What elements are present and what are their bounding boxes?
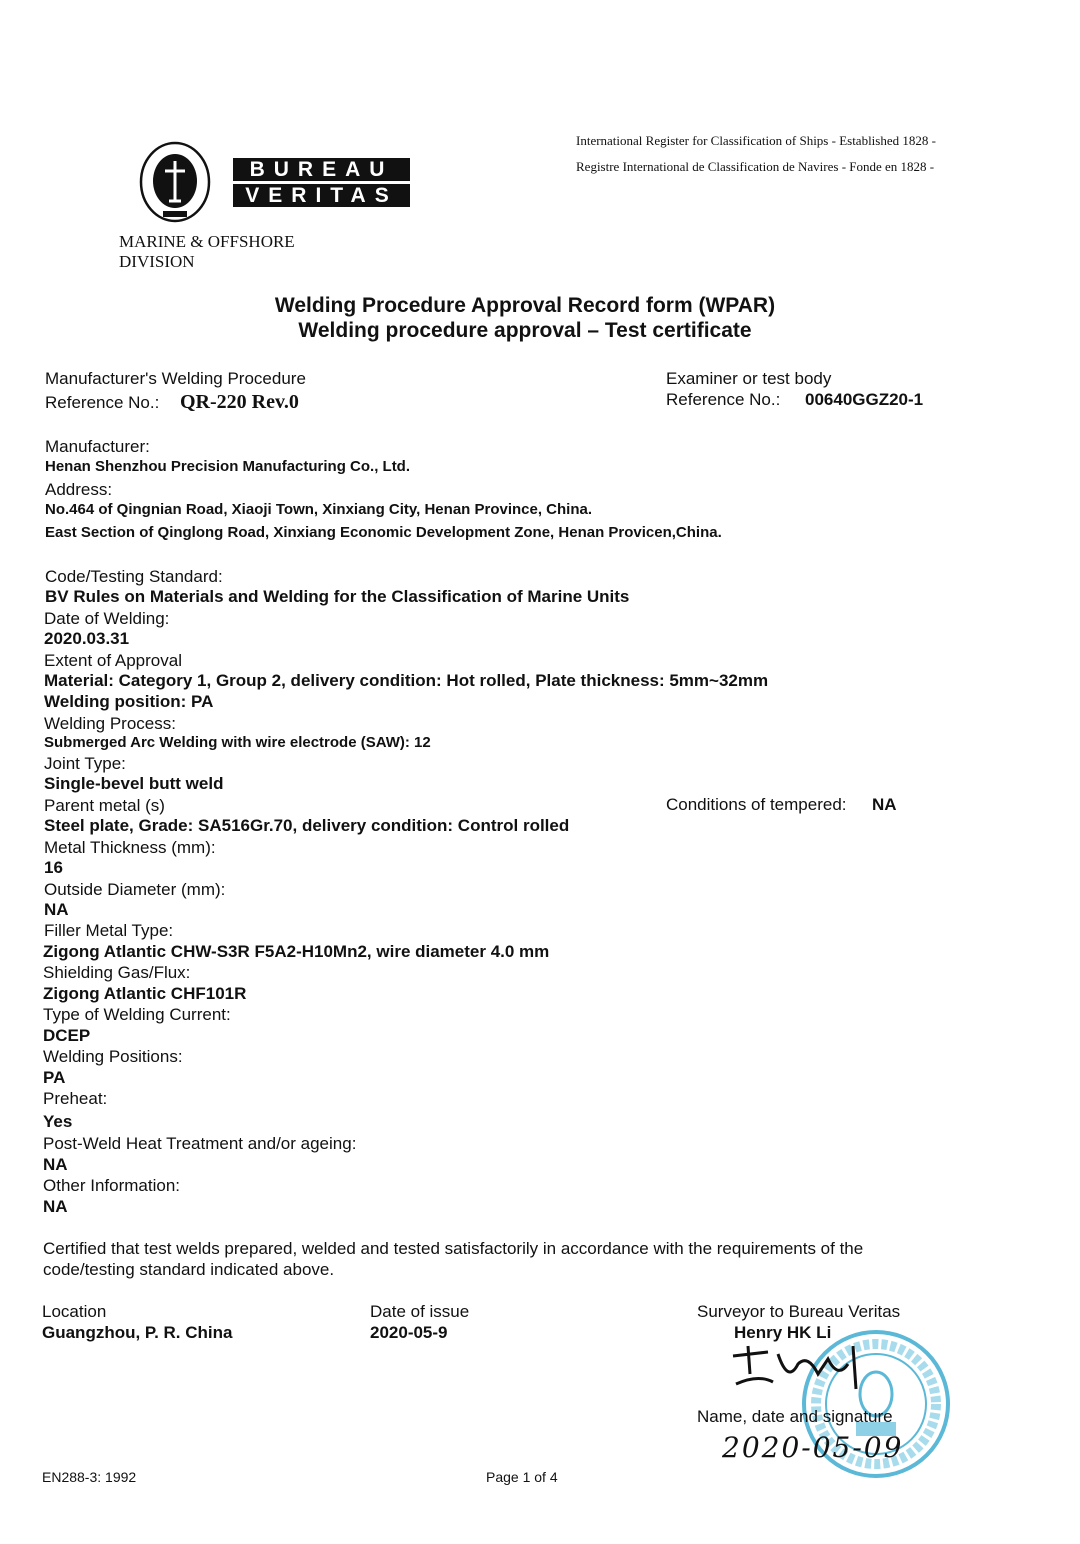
examiner-ref-label: Reference No.: — [666, 390, 781, 409]
signature — [728, 1344, 888, 1394]
process-value: Submerged Arc Welding with wire electrode (SAW): 12 — [44, 734, 431, 751]
mfr-ref-label: Manufacturer's Welding Procedure — [45, 369, 306, 388]
process-label: Welding Process: — [44, 714, 176, 733]
preheat-value: Yes — [43, 1112, 73, 1131]
filler-label: Filler Metal Type: — [44, 921, 174, 940]
material-value: Material: Category 1, Group 2, delivery condition: Hot rolled, Plate thickness: 5mm~32mm — [44, 671, 769, 690]
register-en: International Register for Classification of Ships - Established 1828 - — [576, 133, 936, 148]
pwht-value: NA — [43, 1155, 68, 1174]
parent-value: Steel plate, Grade: SA516Gr.70, delivery condition: Control rolled — [44, 816, 570, 835]
joint-value: Single-bevel butt weld — [44, 774, 224, 793]
certification-line1: Certified that test welds prepared, welded and tested satisfactorily in accordance with the requirements of the — [43, 1239, 864, 1258]
code-value: BV Rules on Materials and Welding for the Classification of Marine Units — [45, 587, 630, 606]
logo-bureau: BUREAU — [233, 158, 410, 181]
signature-label: Name, date and signature — [697, 1407, 893, 1426]
other-value: NA — [43, 1197, 68, 1216]
date-label: Date of Welding: — [44, 609, 170, 628]
division-line2: DIVISION — [119, 252, 195, 271]
logo-veritas: VERITAS — [233, 184, 410, 207]
register-fr: Registre International de Classification de Navires - Fonde en 1828 - — [576, 159, 935, 174]
surveyor-label: Surveyor to Bureau Veritas — [697, 1302, 901, 1321]
positions-value: PA — [43, 1068, 66, 1087]
certification-line2: code/testing standard indicated above. — [43, 1260, 335, 1279]
preheat-label: Preheat: — [43, 1089, 108, 1108]
filler-value: Zigong Atlantic CHW-S3R F5A2-H10Mn2, wire diameter 4.0 mm — [43, 942, 550, 961]
footer-standard: EN288-3: 1992 — [42, 1469, 137, 1485]
diameter-label: Outside Diameter (mm): — [44, 880, 226, 899]
examiner-ref-value: 00640GGZ20-1 — [805, 390, 924, 409]
manufacturer-label: Manufacturer: — [45, 437, 150, 456]
current-label: Type of Welding Current: — [43, 1005, 231, 1024]
location-value: Guangzhou, P. R. China — [42, 1323, 233, 1342]
joint-label: Joint Type: — [44, 754, 126, 773]
pwht-label: Post-Weld Heat Treatment and/or ageing: — [43, 1134, 357, 1153]
date-value: 2020.03.31 — [44, 629, 130, 648]
handwritten-date: 2020-05-09 — [722, 1431, 904, 1464]
positions-label: Welding Positions: — [43, 1047, 183, 1066]
page-subtitle: Welding procedure approval – Test certificate — [298, 319, 752, 342]
page-title: Welding Procedure Approval Record form (WPAR) — [274, 294, 776, 317]
address-line2: East Section of Qinglong Road, Xinxiang Economic Development Zone, Henan Provicen,China. — [45, 524, 722, 541]
page-number: Page 1 of 4 — [486, 1469, 558, 1485]
diameter-value: NA — [44, 900, 69, 919]
tempered-value: NA — [872, 795, 897, 814]
mfr-ref-value: QR-220 Rev.0 — [180, 391, 299, 413]
gas-value: Zigong Atlantic CHF101R — [43, 984, 247, 1003]
gas-label: Shielding Gas/Flux: — [43, 963, 191, 982]
other-label: Other Information: — [43, 1176, 181, 1195]
thickness-value: 16 — [44, 858, 63, 877]
bv-seal-logo — [139, 141, 211, 223]
address-label: Address: — [45, 480, 113, 499]
parent-label: Parent metal (s) — [44, 796, 165, 815]
manufacturer-name: Henan Shenzhou Precision Manufacturing Co., Ltd. — [45, 458, 411, 475]
issue-value: 2020-05-9 — [370, 1323, 448, 1342]
location-label: Location — [42, 1302, 107, 1321]
surveyor-name: Henry HK Li — [734, 1323, 832, 1342]
issue-label: Date of issue — [370, 1302, 470, 1321]
current-value: DCEP — [43, 1026, 91, 1045]
division-line1: MARINE & OFFSHORE — [119, 232, 295, 251]
address-line1: No.464 of Qingnian Road, Xiaoji Town, Xinxiang City, Henan Province, China. — [45, 501, 593, 518]
position-value: Welding position: PA — [44, 692, 214, 711]
thickness-label: Metal Thickness (mm): — [44, 838, 216, 857]
examiner-label: Examiner or test body — [666, 369, 832, 388]
extent-label: Extent of Approval — [44, 651, 182, 670]
code-label: Code/Testing Standard: — [45, 567, 223, 586]
mfr-ref-no-label: Reference No.: — [45, 393, 160, 412]
tempered-label: Conditions of tempered: — [666, 795, 847, 814]
